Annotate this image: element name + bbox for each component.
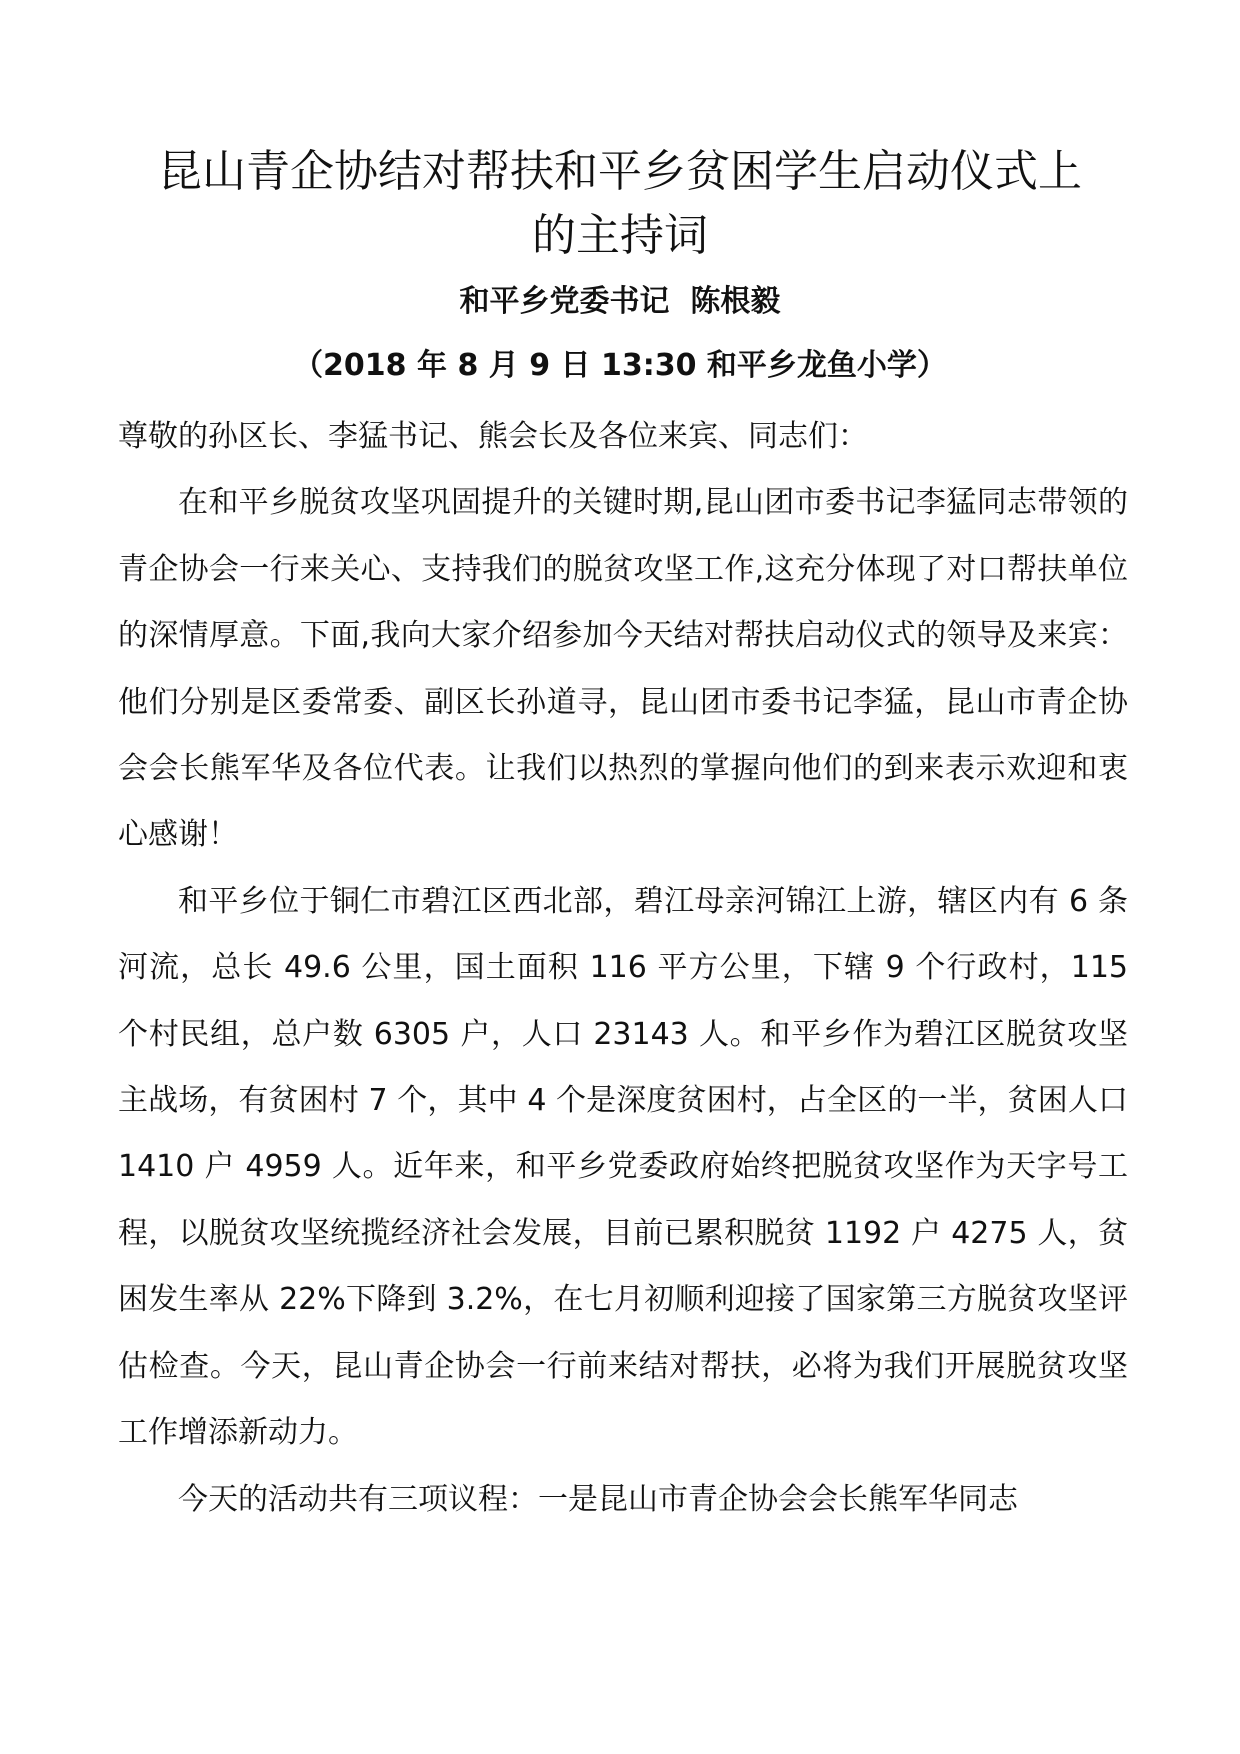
title-line-1: 昆山青企协结对帮扶和平乡贫困学生启动仪式上: [158, 146, 1082, 197]
paragraph-3: 今天的活动共有三项议程：一是昆山市青企协会会长熊军华同志: [178, 1481, 1018, 1517]
document-body: [118, 404, 1128, 1533]
paragraph-2: 和平乡位于铜仁市碧江区西北部，碧江母亲河锦江上游，辖区内有 6 条河流，总长 49.6 公里，国土面积 116 平方公里，下辖 9 个行政村，115 个村民组，总户数 6305 户，人口 23143 人。和平乡作为碧江区脱贫攻坚主战场，有贫困村 7 个，其中 4 个是深度贫困村，占全区的一半，贫困人口 1410 户 4959 人。近年来，和平乡党委政府始终把脱贫攻坚作为天字号工程，以脱贫攻坚统揽经济社会发展，目前已累积脱贫 1192 户 4275 人，贫困发生率从 22%下降到 3.2%，在七月初顺利迎接了国家第三方脱贫攻坚评估检查。今天，昆山青企协会一行前来结对帮扶，必将为我们开展脱贫攻坚工作增添新动力。: [118, 883, 1128, 1451]
date-location-line: （2018 年 8 月 9 日 13:30 和平乡龙鱼小学）: [293, 348, 947, 383]
paragraph-1: 在和平乡脱贫攻坚巩固提升的关键时期,昆山团市委书记李猛同志带领的青企协会一行来关心、支持我们的脱贫攻坚工作,这充分体现了对口帮扶单位的深情厚意。下面,我向大家介绍参加今天结对帮扶启动仪式的领导及来宾：他们分别是区委常委、副区长孙道寻，昆山团市委书记李猛，昆山市青企协会会长熊军华及各位代表。让我们以热烈的掌握向他们的到来表示欢迎和衷心感谢！: [118, 485, 1128, 853]
author-line: 和平乡党委书记 陈根毅: [459, 284, 781, 319]
salutation: 尊敬的孙区长、李猛书记、熊会长及各位来宾、同志们：: [118, 419, 868, 454]
title-line-2: 的主持词: [532, 210, 708, 261]
document-title: [110, 140, 1130, 268]
